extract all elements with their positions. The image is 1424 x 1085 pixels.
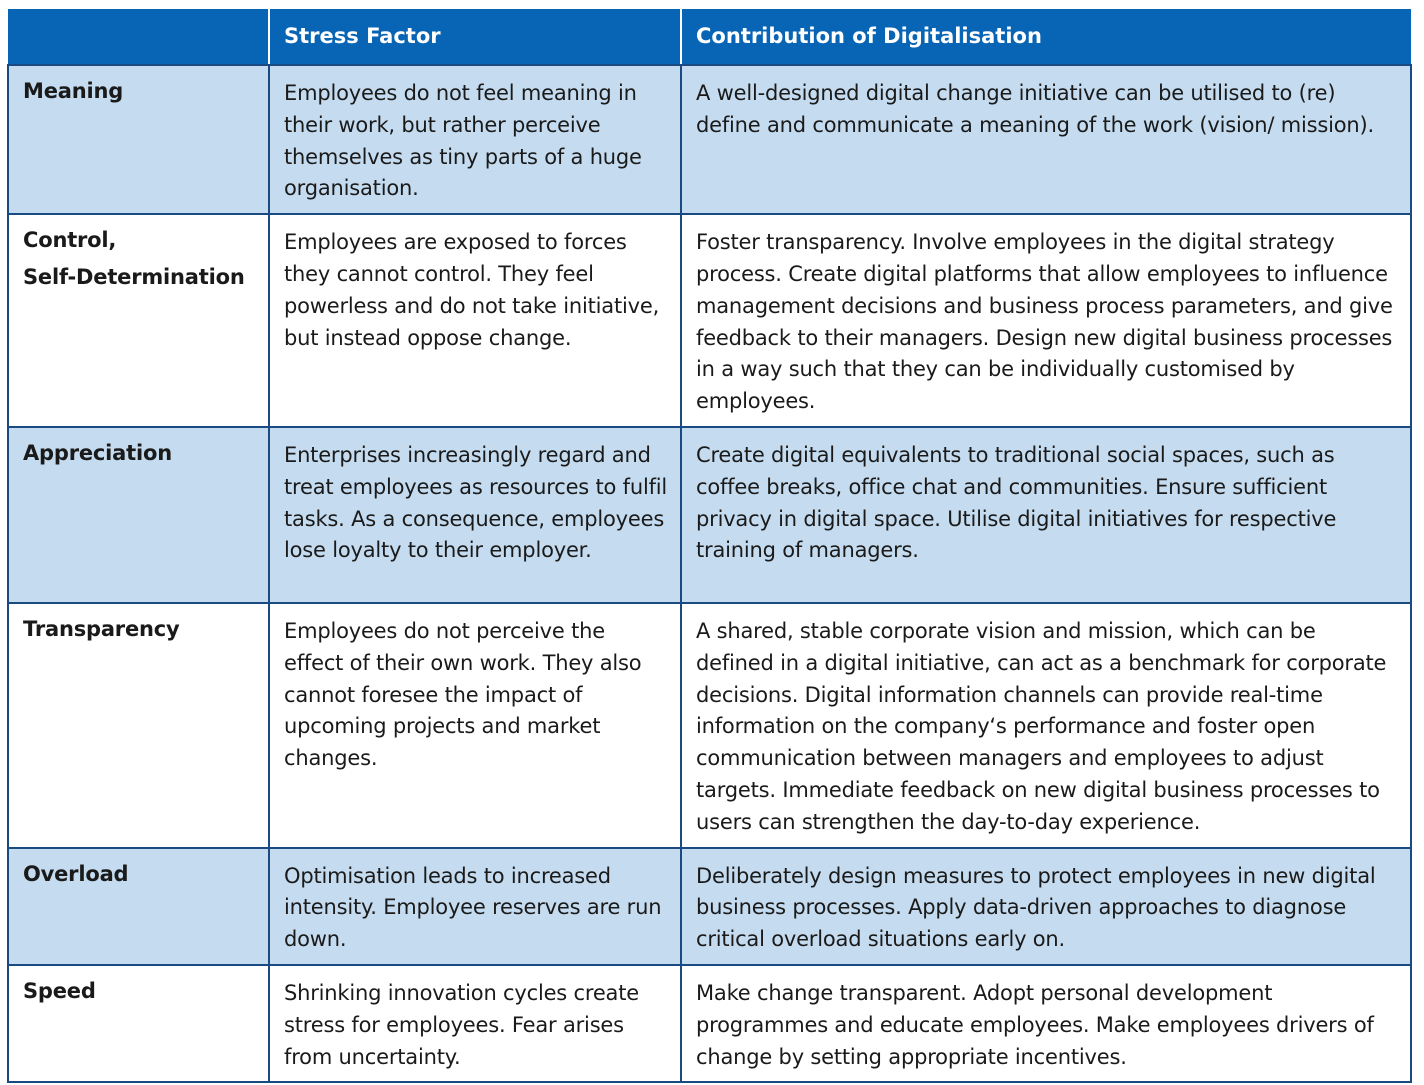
stress-cell: Employees do not feel meaning in their work, but rather perceive themselves as tiny parts of a huge organisation. (269, 65, 681, 214)
stress-cell: Enterprises increasingly regard and treat employees as resources to fulfil tasks. As a consequence, employees lose loyalty to their employer. (269, 427, 681, 603)
factor-cell (8, 965, 269, 1082)
factor-cell (8, 65, 269, 214)
factor-label: Meaning (23, 79, 124, 103)
stress-factor-table (7, 9, 1412, 1083)
factor-cell (8, 214, 269, 427)
factor-label: Speed (23, 978, 96, 1003)
stress-cell: Employees are exposed to forces they cannot control. They feel powerless and do not take initiative, but instead oppose change. (269, 214, 681, 427)
factor-label: Overload (23, 861, 129, 886)
contribution-cell: Make change transparent. Adopt personal development programmes and educate employees. Make employees drivers of change by setting appropriate incentives. (681, 965, 1411, 1082)
factor-label: Control, (23, 228, 117, 253)
stress-cell: Optimisation leads to increased intensity. Employee reserves are run down. (269, 848, 681, 965)
header-row (8, 9, 1411, 65)
factor-label: Appreciation (23, 440, 172, 465)
table-body (8, 65, 1411, 1082)
table-row (8, 603, 1411, 848)
table-row (8, 427, 1411, 603)
stress-cell: Employees do not perceive the effect of their own work. They also cannot foresee the impact of upcoming projects and market changes. (269, 603, 681, 848)
contribution-cell: Deliberately design measures to protect employees in new digital business processes. Apply data-driven approaches to diagnose critical overload situations early on. (681, 848, 1411, 965)
contribution-cell: A shared, stable corporate vision and mission, which can be defined in a digital initiative, can act as a benchmark for corporate decisions. Digital information channels can provide real-time information on the company‘s performance and foster open communication between managers and employees to adjust targets. Immediate feedback on new digital business processes to users can strengthen the day-to-day experience. (681, 603, 1411, 848)
contribution-cell: Create digital equivalents to traditional social spaces, such as coffee breaks, office chat and communities. Ensure sufficient privacy in digital space. Utilise digital initiatives for respective training of managers. (681, 427, 1411, 603)
factor-label: Transparency (23, 616, 180, 641)
table-row (8, 65, 1411, 214)
stress-cell: Shrinking innovation cycles create stress for employees. Fear arises from uncertainty. (269, 965, 681, 1082)
factor-cell (8, 427, 269, 603)
stress-factor-table-container (7, 9, 1410, 1083)
table-row (8, 848, 1411, 965)
header-cell-contribution: Contribution of Digitalisation (681, 9, 1411, 65)
table-row (8, 965, 1411, 1082)
factor-cell (8, 848, 269, 965)
contribution-cell: Foster transparency. Involve employees in the digital strategy process. Create digital platforms that allow employees to influence management decisions and business process parameters, and give feedback to their managers. Design new digital business processes in a way such that they can be individually customised by employees. (681, 214, 1411, 427)
header-cell-factor (8, 9, 269, 65)
factor-label-line2: Self-Determination (23, 265, 245, 290)
table-row (8, 214, 1411, 427)
header-cell-stress-factor: Stress Factor (269, 9, 681, 65)
factor-cell (8, 603, 269, 848)
contribution-cell: A well-designed digital change initiative can be utilised to (re) define and communicate a meaning of the work (vision/ mission). (681, 65, 1411, 214)
table-header (8, 9, 1411, 65)
